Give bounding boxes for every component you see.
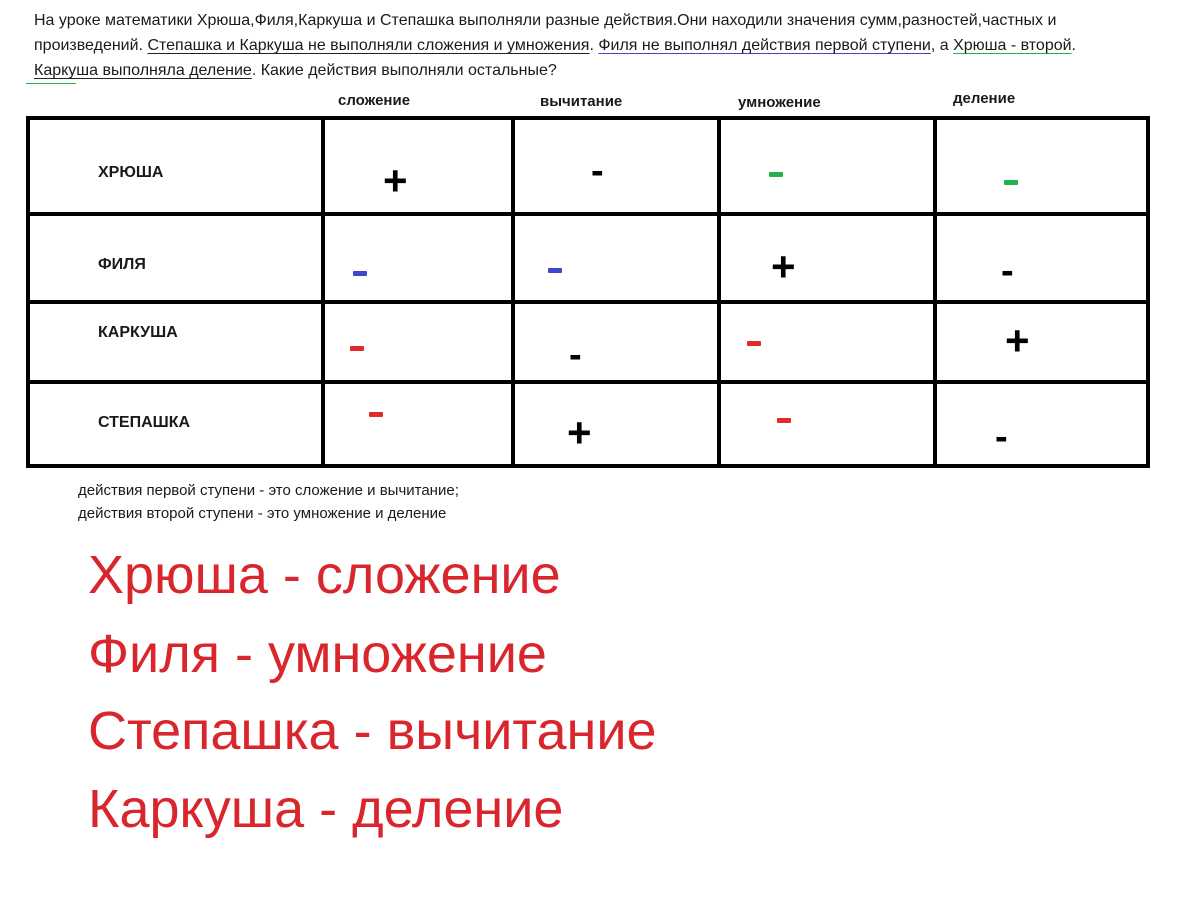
table-cell <box>719 214 935 302</box>
minus-mark: - <box>1001 250 1014 292</box>
table-cell <box>935 382 1148 466</box>
table-row <box>28 214 1148 302</box>
column-header-addition: сложение <box>338 92 411 109</box>
plus-mark: + <box>383 157 408 204</box>
green-underline-mark <box>26 83 76 84</box>
green-minus-mark <box>769 172 783 177</box>
answer-line: Филя - умножение <box>88 624 547 684</box>
problem-underlined-condition-1: Степашка и Каркуша не выполняли сложения и умножения <box>147 37 590 54</box>
column-header-multiplication: умножение <box>738 94 821 111</box>
table-cell <box>513 118 719 214</box>
problem-part: На уроке математики Хрюша,Филя,Каркуша и Степашка выполняли разные действия.Они находили значения сумм,разностей,частных и произведений. <box>34 12 1057 54</box>
red-minus-mark <box>747 341 761 346</box>
table-cell <box>323 382 513 466</box>
problem-underlined-condition-2: Филя не выполнял действия первой ступени <box>598 37 931 54</box>
red-minus-mark <box>350 346 364 351</box>
table-cell <box>513 302 719 382</box>
table-cell <box>323 214 513 302</box>
column-header-division: деление <box>953 90 1016 107</box>
table-row <box>28 382 1148 466</box>
red-minus-mark <box>369 412 383 417</box>
red-minus-mark <box>777 418 791 423</box>
row-name-khryusha: ХРЮША <box>98 164 164 181</box>
table-cell <box>719 118 935 214</box>
actions-table <box>26 116 1150 468</box>
blue-minus-mark <box>353 271 367 276</box>
blue-minus-mark <box>548 268 562 273</box>
green-minus-mark <box>1004 180 1018 185</box>
problem-underlined-condition-4: Каркуша выполняла деление <box>34 62 252 79</box>
table-cell <box>935 302 1148 382</box>
row-name-cell <box>28 382 323 466</box>
answer-line: Хрюша - сложение <box>88 545 561 605</box>
table-cell <box>323 302 513 382</box>
minus-mark: - <box>591 150 604 192</box>
table-cell <box>513 214 719 302</box>
problem-text <box>34 8 1144 83</box>
plus-mark: + <box>1005 317 1030 364</box>
table-cell <box>935 214 1148 302</box>
row-name-cell <box>28 214 323 302</box>
table-cell <box>323 118 513 214</box>
row-name-cell <box>28 118 323 214</box>
note-second-step: действия второй ступени - это умножение и деление <box>78 505 447 522</box>
table-row <box>28 302 1148 382</box>
table-cell <box>719 382 935 466</box>
table-cell <box>935 118 1148 214</box>
table-cell <box>719 302 935 382</box>
answer-line: Каркуша - деление <box>88 779 564 839</box>
problem-part: , а <box>930 37 954 54</box>
problem-part: . <box>1071 37 1076 54</box>
table-cell <box>513 382 719 466</box>
problem-part: . <box>589 37 599 54</box>
answer-line: Степашка - вычитание <box>88 701 657 761</box>
minus-mark: - <box>995 416 1008 458</box>
column-header-subtraction: вычитание <box>540 93 623 110</box>
note-first-step: действия первой ступени - это сложение и вычитание; <box>78 482 459 499</box>
minus-mark: - <box>569 334 582 376</box>
plus-mark: + <box>771 243 796 290</box>
problem-part: . Какие действия выполняли остальные? <box>251 62 557 79</box>
row-name-filya: ФИЛЯ <box>98 256 146 273</box>
problem-underlined-condition-3: Хрюша - второй <box>953 37 1072 54</box>
row-name-karkusha: КАРКУША <box>98 324 178 341</box>
row-name-stepashka: СТЕПАШКА <box>98 414 191 431</box>
plus-mark: + <box>567 409 592 456</box>
row-name-cell <box>28 302 323 382</box>
table-row <box>28 118 1148 214</box>
